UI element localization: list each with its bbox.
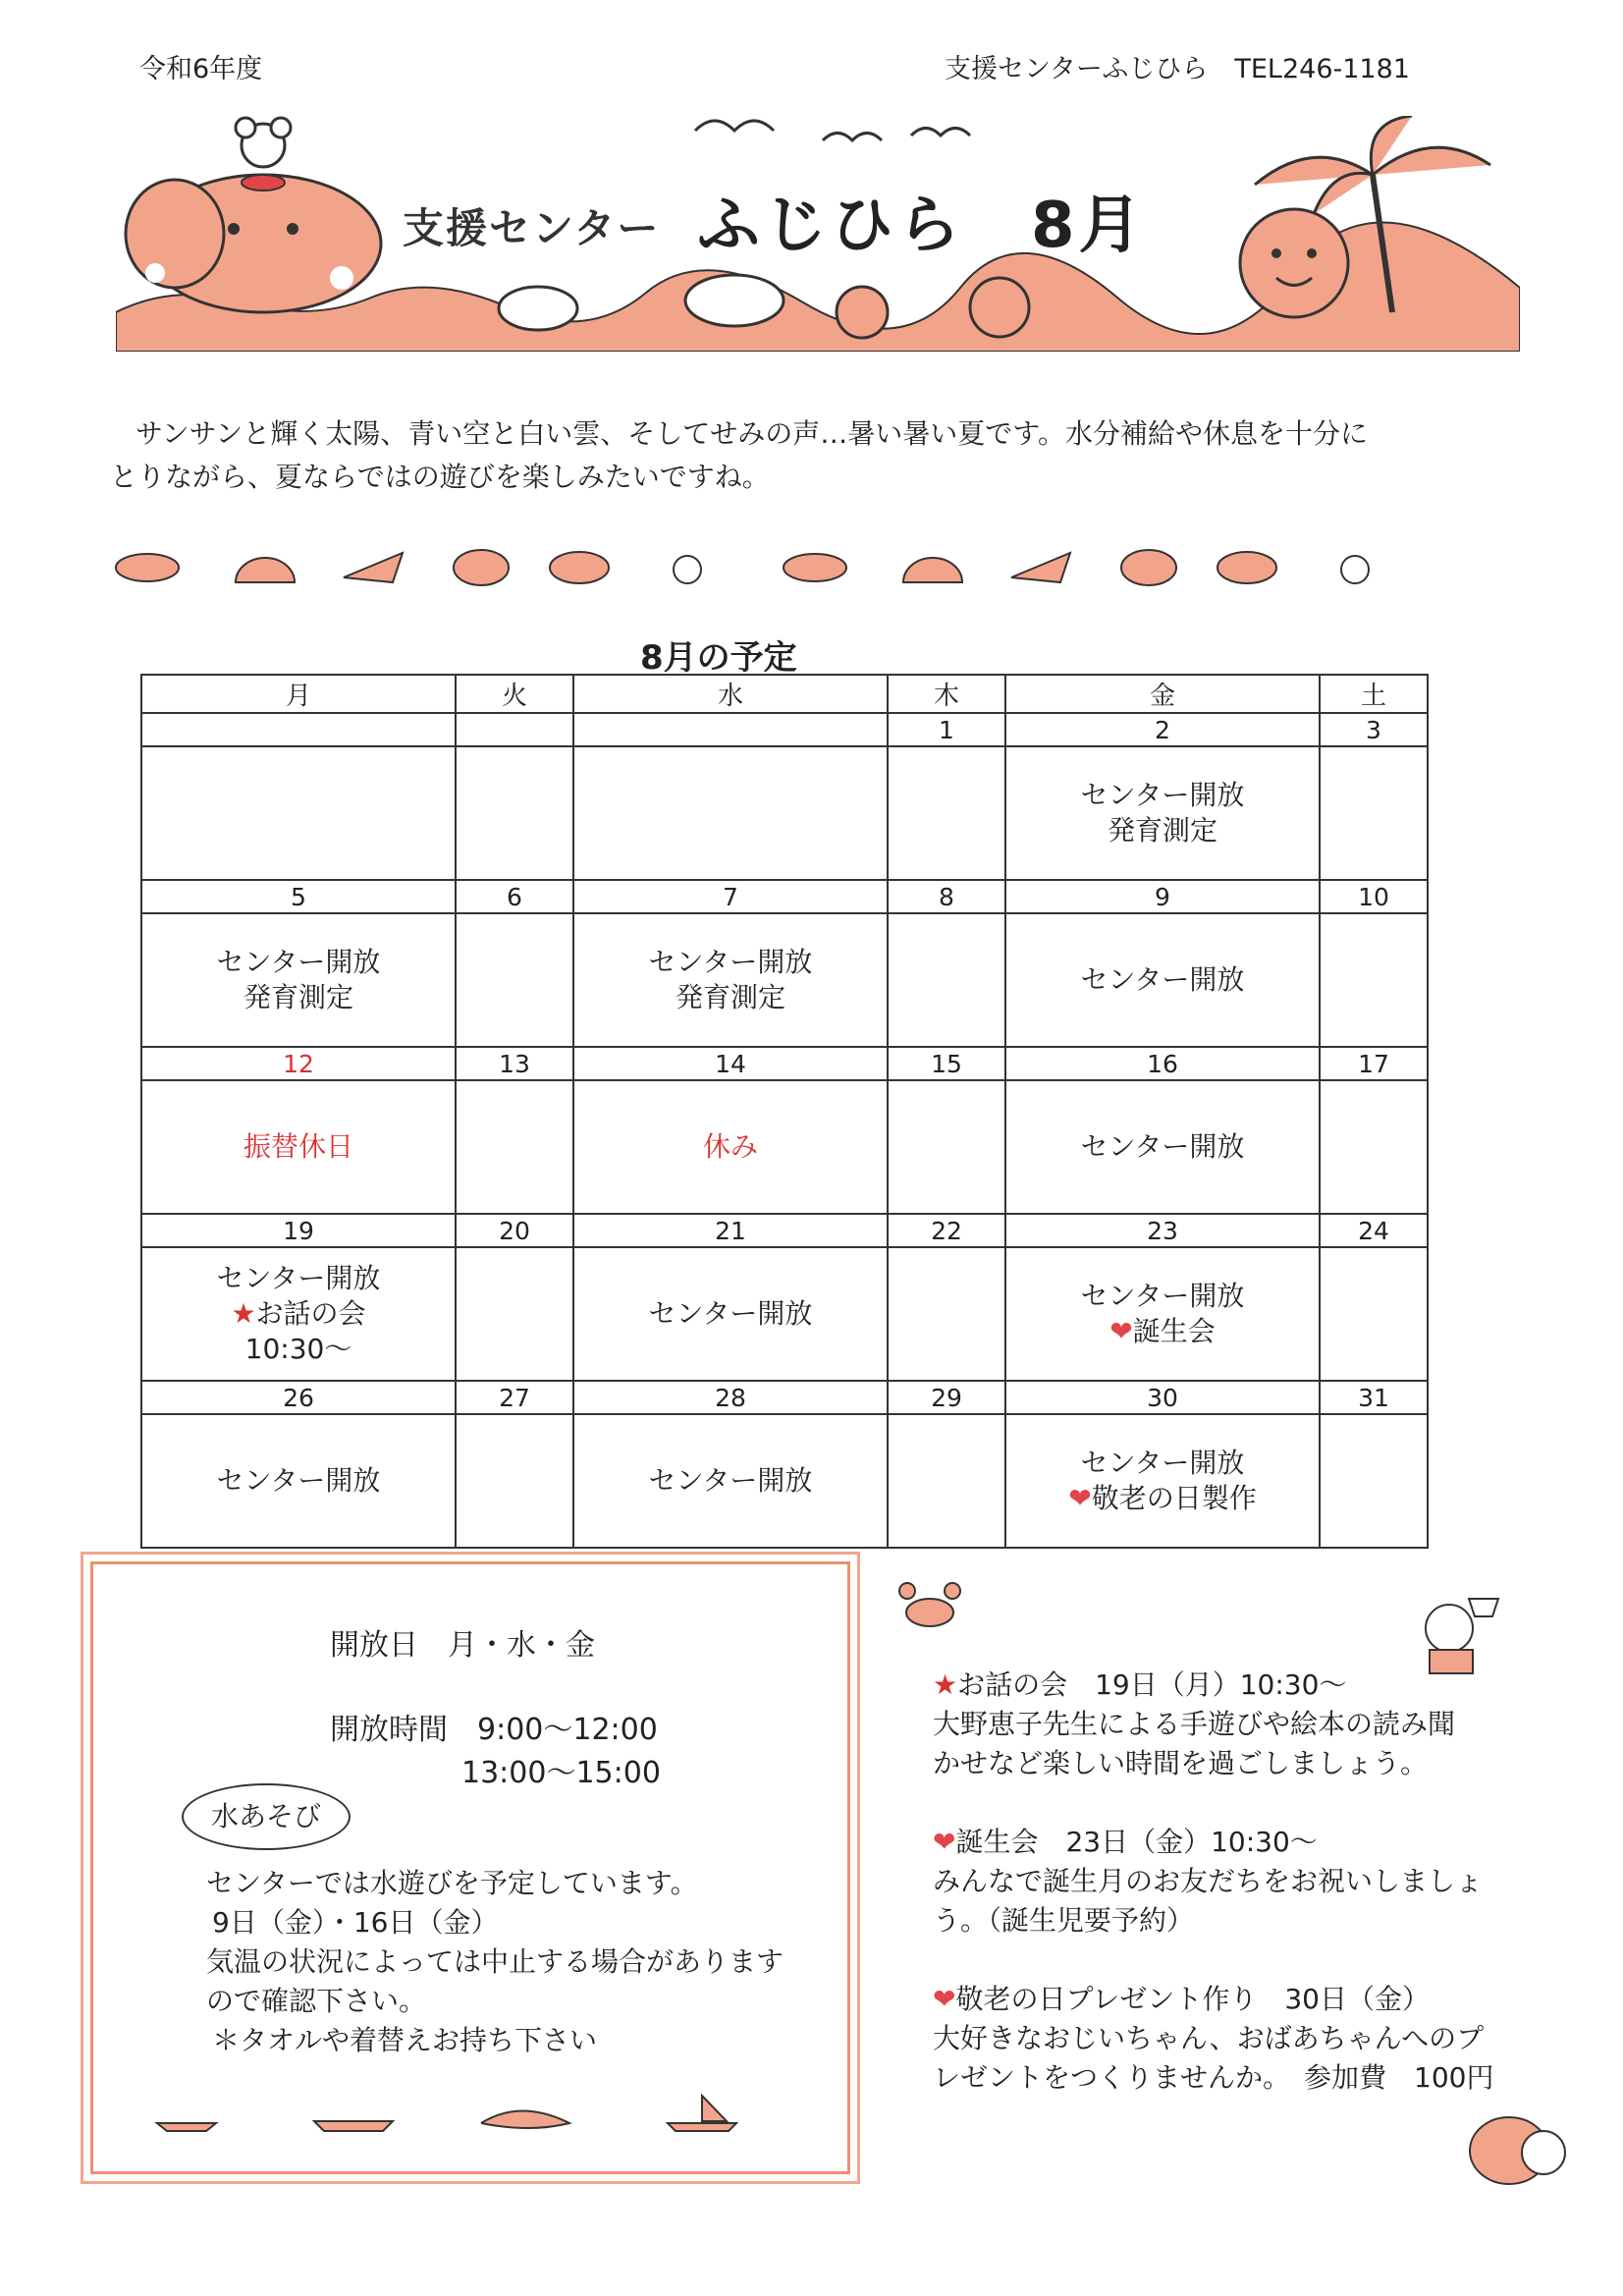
date-cell bbox=[141, 713, 456, 746]
event-cell: センター開放 bbox=[573, 1414, 888, 1548]
event-cell bbox=[1320, 913, 1428, 1047]
mouse-icon bbox=[236, 118, 291, 191]
sailboat-icon bbox=[668, 2096, 736, 2131]
event-cell bbox=[456, 1247, 573, 1381]
event-title-storytime: ★お話の会 19日（月）10:30～ bbox=[933, 1668, 1347, 1701]
event-body: 大野恵子先生による手遊びや絵本の読み聞 bbox=[933, 1708, 1456, 1740]
event-cell: センター開放 発育測定 bbox=[573, 913, 888, 1047]
star-icon: ★ bbox=[933, 1668, 958, 1701]
event-cell-closed: 休み bbox=[573, 1080, 888, 1214]
seal-icon bbox=[685, 275, 784, 326]
date-cell bbox=[456, 713, 573, 746]
intro-line-2: とりながら、夏ならではの遊びを楽しみたいですね。 bbox=[110, 461, 770, 493]
event-cell bbox=[888, 1414, 1005, 1548]
ship-icon bbox=[314, 2121, 393, 2131]
water-line: 9日（金）・16日（金） bbox=[212, 1906, 499, 1939]
date-cell: 21 bbox=[573, 1214, 888, 1247]
heart-icon: ❤ bbox=[933, 1983, 956, 2015]
date-cell bbox=[573, 713, 888, 746]
date-cell: 31 bbox=[1320, 1381, 1428, 1414]
event-cell bbox=[888, 1247, 1005, 1381]
event-cell-holiday: 振替休日 bbox=[141, 1080, 456, 1214]
water-line: センターでは水遊びを予定しています。 bbox=[206, 1867, 698, 1899]
water-line: 気温の状況によっては中止する場合があります bbox=[206, 1945, 784, 1978]
date-cell: 8 bbox=[888, 880, 1005, 913]
crab-icon bbox=[895, 1577, 964, 1632]
open-days: 開放日 月・水・金 bbox=[330, 1628, 595, 1663]
event-cell bbox=[456, 1080, 573, 1214]
event-title-respect-aged: ❤敬老の日プレゼント作り 30日（金） bbox=[933, 1983, 1430, 2015]
dolphin-icon bbox=[481, 2111, 569, 2129]
date-cell: 14 bbox=[573, 1047, 888, 1080]
day-header: 木 bbox=[888, 675, 1005, 713]
date-cell: 9 bbox=[1005, 880, 1320, 913]
date-cell: 2 bbox=[1005, 713, 1320, 746]
heart-icon: ❤ bbox=[1068, 1482, 1092, 1514]
event-cell: センター開放 bbox=[1005, 913, 1320, 1047]
heart-icon: ❤ bbox=[933, 1826, 956, 1858]
octopus-icon bbox=[970, 278, 1029, 337]
event-body: う。（誕生児要予約） bbox=[933, 1904, 1195, 1937]
event-cell: センター開放 ★お話の会 10:30～ bbox=[141, 1247, 456, 1381]
event-cell bbox=[1320, 1414, 1428, 1548]
event-cell: センター開放 bbox=[141, 1414, 456, 1548]
event-cell: センター開放 ❤誕生会 bbox=[1005, 1247, 1320, 1381]
sea-illustration bbox=[147, 2094, 776, 2133]
center-contact: 支援センターふじひら TEL246-1181 bbox=[945, 54, 1410, 84]
day-header: 土 bbox=[1320, 675, 1428, 713]
seagull-icon bbox=[823, 134, 882, 141]
sun-face-icon bbox=[1240, 209, 1348, 317]
date-cell: 28 bbox=[573, 1381, 888, 1414]
date-cell: 7 bbox=[573, 880, 888, 913]
intro-paragraph bbox=[110, 412, 1386, 499]
date-cell-holiday: 12 bbox=[141, 1047, 456, 1080]
event-cell bbox=[1320, 746, 1428, 880]
star-icon: ★ bbox=[231, 1297, 256, 1330]
event-cell: センター開放 ❤敬老の日製作 bbox=[1005, 1414, 1320, 1548]
event-cell bbox=[1320, 1247, 1428, 1381]
open-hours-afternoon: 13:00～15:00 bbox=[461, 1756, 661, 1790]
date-cell: 30 bbox=[1005, 1381, 1320, 1414]
date-cell: 26 bbox=[141, 1381, 456, 1414]
banner-title-right: ふじひら 8月 bbox=[697, 190, 1146, 262]
date-cell: 16 bbox=[1005, 1047, 1320, 1080]
event-body: レゼントをつくりませんか。 参加費 100円 bbox=[933, 2061, 1494, 2094]
seal-icon bbox=[499, 287, 577, 330]
event-body: 大好きなおじいちゃん、おばあちゃんへのプ bbox=[933, 2022, 1485, 2054]
date-cell: 17 bbox=[1320, 1047, 1428, 1080]
schedule-title: 8月の予定 bbox=[640, 638, 797, 678]
elephant-icon bbox=[126, 175, 381, 312]
event-cell bbox=[456, 746, 573, 880]
child-with-bear-icon bbox=[1410, 1589, 1508, 1677]
event-cell bbox=[888, 746, 1005, 880]
island-icon bbox=[157, 2123, 216, 2131]
water-play-notice bbox=[206, 1864, 835, 2060]
water-line: ので確認下さい。 bbox=[206, 1985, 427, 2017]
event-cell bbox=[888, 913, 1005, 1047]
event-cell bbox=[573, 746, 888, 880]
water-line: ＊タオルや着替えお持ち下さい bbox=[212, 2024, 598, 2056]
day-header: 火 bbox=[456, 675, 573, 713]
date-cell: 15 bbox=[888, 1047, 1005, 1080]
day-header: 水 bbox=[573, 675, 888, 713]
event-cell bbox=[888, 1080, 1005, 1214]
date-cell: 19 bbox=[141, 1214, 456, 1247]
date-cell: 27 bbox=[456, 1381, 573, 1414]
watermelon-bear-icon bbox=[1465, 2102, 1573, 2190]
event-cell: センター開放 発育測定 bbox=[141, 913, 456, 1047]
date-cell: 6 bbox=[456, 880, 573, 913]
date-cell: 20 bbox=[456, 1214, 573, 1247]
event-cell: センター開放 bbox=[1005, 1080, 1320, 1214]
date-cell: 5 bbox=[141, 880, 456, 913]
day-header: 月 bbox=[141, 675, 456, 713]
date-cell: 1 bbox=[888, 713, 1005, 746]
event-cell bbox=[1320, 1080, 1428, 1214]
intro-line-1: サンサンと輝く太陽、青い空と白い雲、そしてせみの声…暑い暑い夏です。水分補給や休息を十分に bbox=[135, 417, 1368, 450]
event-body: みんなで誕生月のお友だちをお祝いしましょ bbox=[933, 1865, 1484, 1897]
event-cell bbox=[456, 913, 573, 1047]
date-cell: 23 bbox=[1005, 1214, 1320, 1247]
event-cell: センター開放 bbox=[573, 1247, 888, 1381]
banner-title-left: 支援センター bbox=[403, 204, 661, 252]
date-cell: 3 bbox=[1320, 713, 1428, 746]
date-cell: 10 bbox=[1320, 880, 1428, 913]
date-cell: 22 bbox=[888, 1214, 1005, 1247]
event-cell: センター開放 発育測定 bbox=[1005, 746, 1320, 880]
open-hours-morning: 開放時間 9:00～12:00 bbox=[330, 1713, 658, 1747]
event-cell bbox=[456, 1414, 573, 1548]
day-header: 金 bbox=[1005, 675, 1320, 713]
water-play-tag: 水あそび bbox=[182, 1783, 351, 1850]
seagull-icon bbox=[695, 121, 774, 131]
beach-ball-icon bbox=[837, 287, 888, 338]
event-body: かせなど楽しい時間を過ごしましょう。 bbox=[933, 1747, 1429, 1779]
shell-divider-illustration bbox=[108, 538, 1404, 597]
event-descriptions bbox=[933, 1666, 1522, 2098]
schedule-calendar bbox=[140, 674, 1429, 1549]
date-cell: 29 bbox=[888, 1381, 1005, 1414]
date-cell: 24 bbox=[1320, 1214, 1428, 1247]
fiscal-year: 令和6年度 bbox=[139, 54, 263, 84]
event-title-birthday: ❤誕生会 23日（金）10:30～ bbox=[933, 1826, 1318, 1858]
date-cell: 13 bbox=[456, 1047, 573, 1080]
event-cell bbox=[141, 746, 456, 880]
heart-icon: ❤ bbox=[1109, 1315, 1133, 1347]
